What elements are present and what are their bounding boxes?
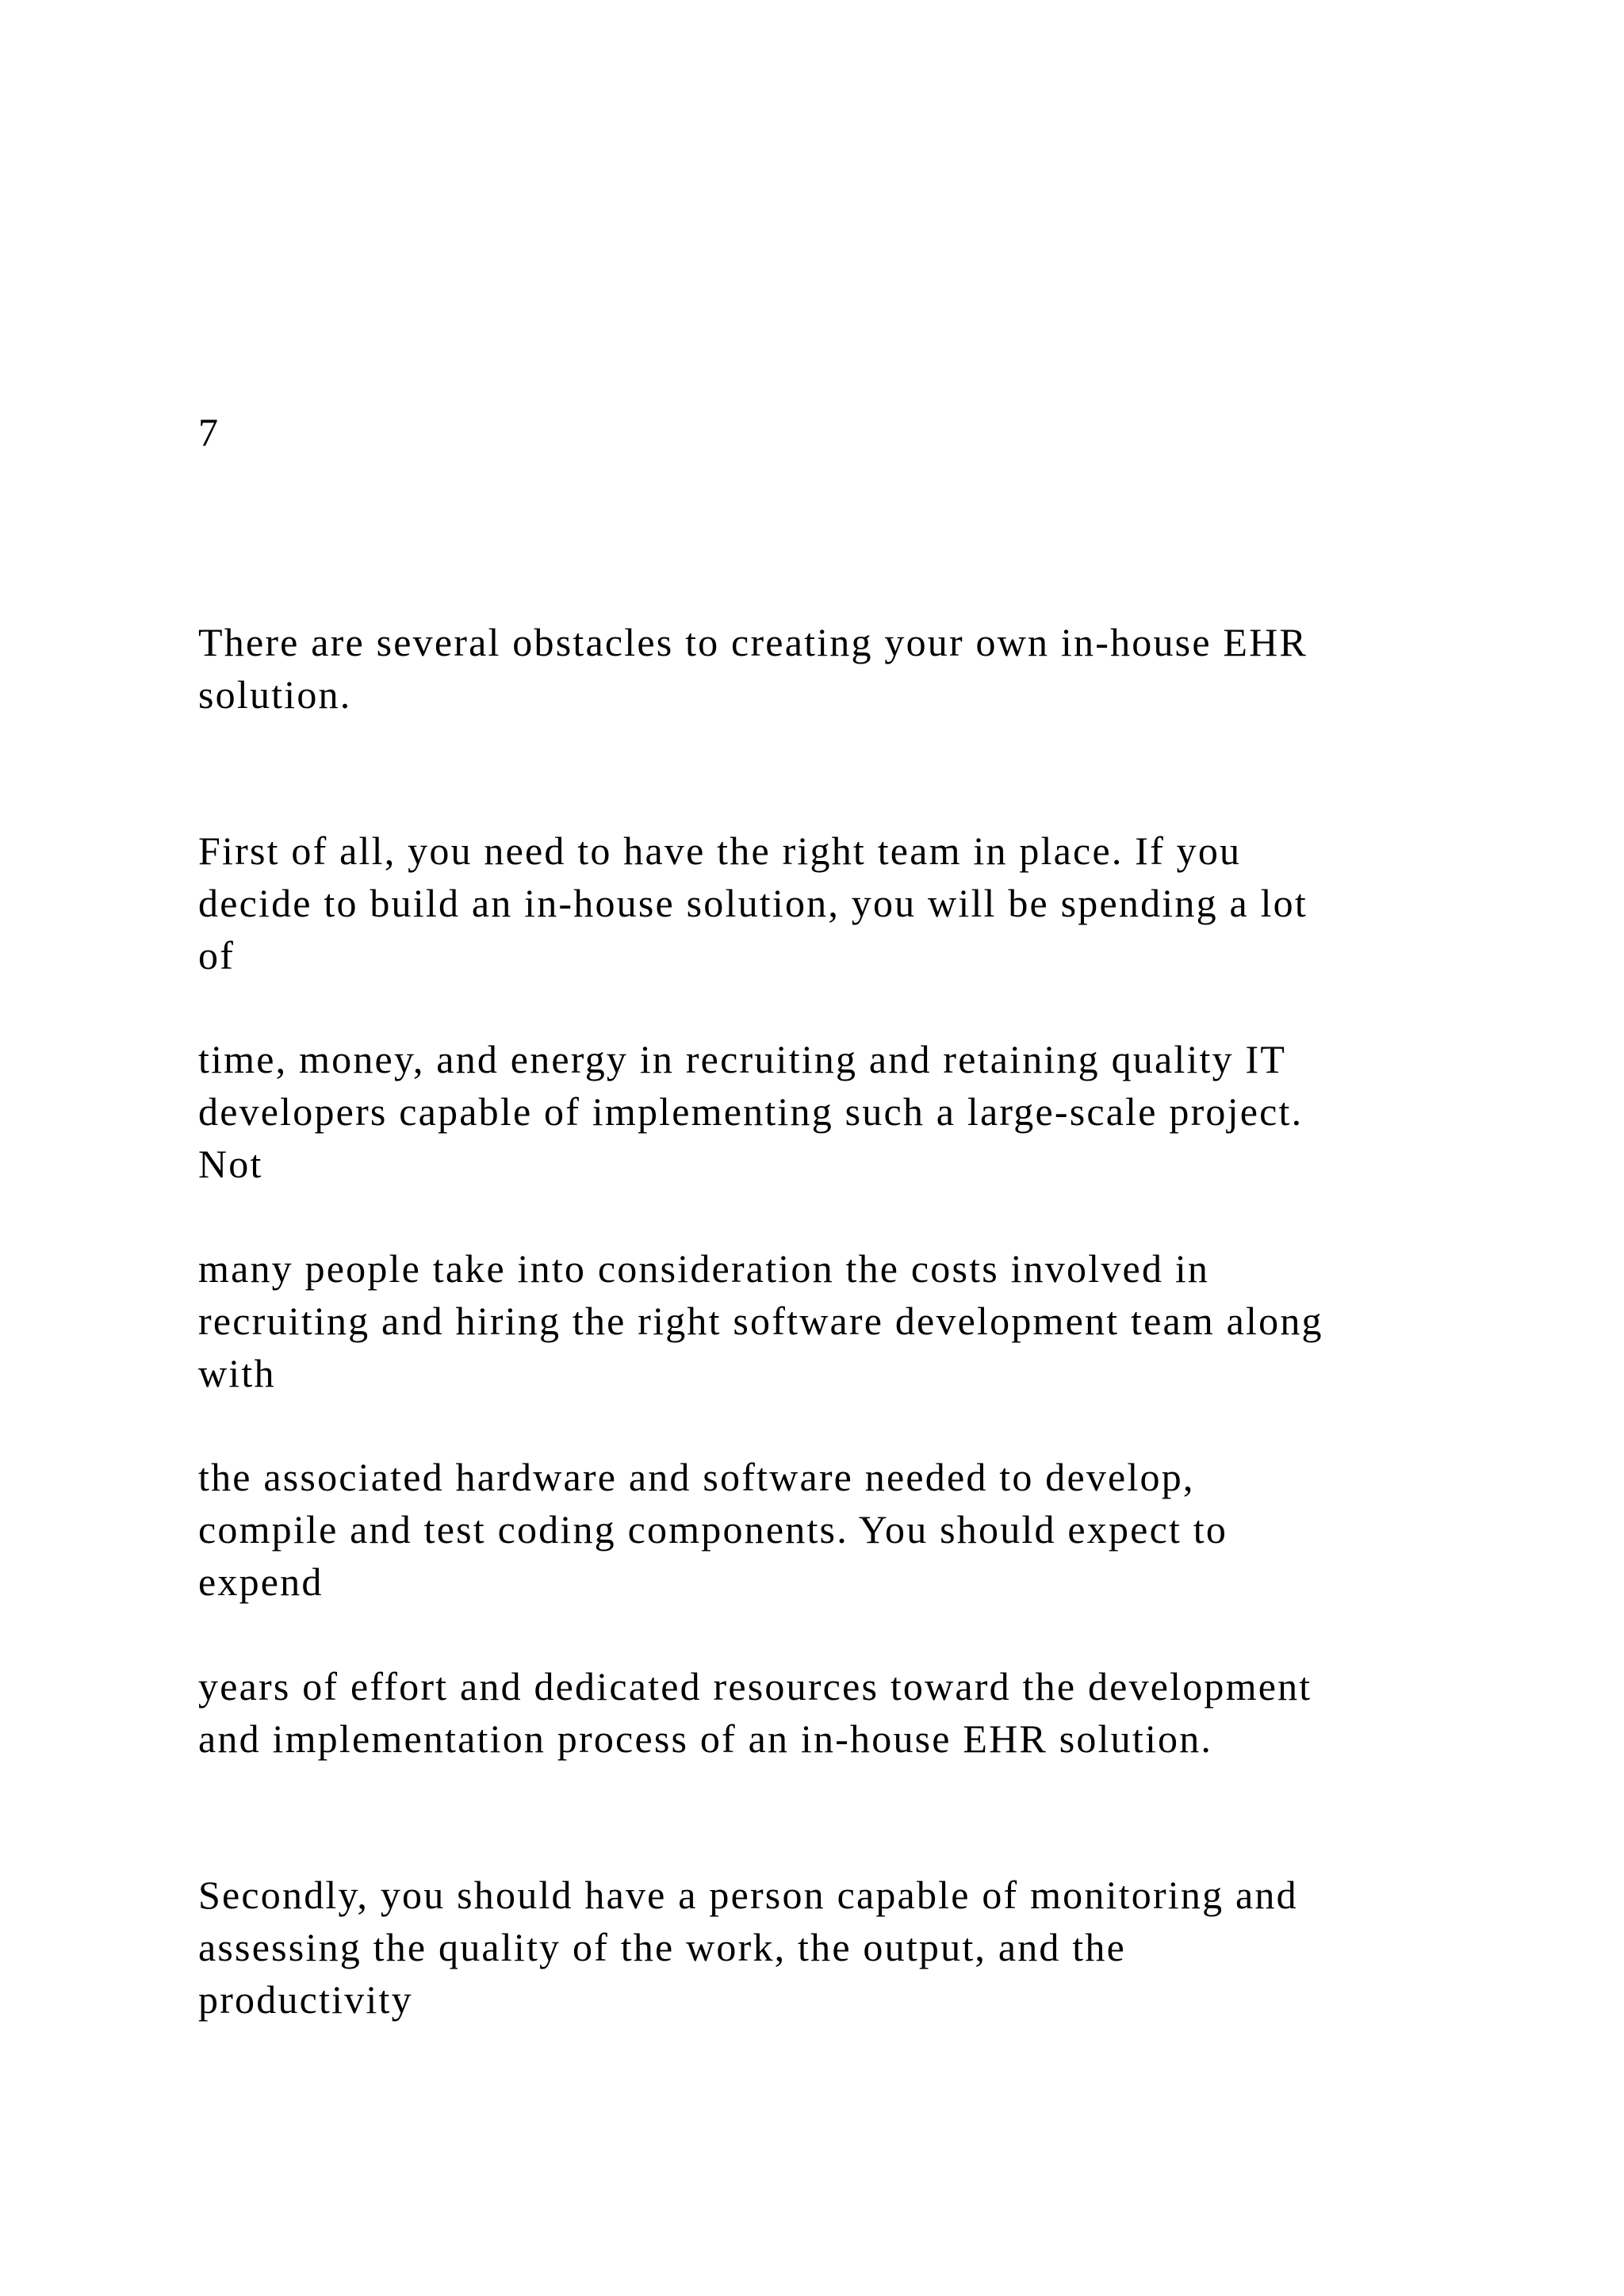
text-line: First of all, you need to have the right team in place. If you bbox=[198, 828, 1242, 873]
text-line: Not bbox=[198, 1142, 263, 1186]
text-line: assessing the quality of the work, the output, and the bbox=[198, 1925, 1126, 1969]
text-line: and implementation process of an in-house EHR solution. bbox=[198, 1716, 1213, 1761]
text-line: productivity bbox=[198, 1977, 413, 2022]
text-line: the associated hardware and software needed to develop, bbox=[198, 1455, 1195, 1499]
text-line: years of effort and dedicated resources toward the development bbox=[198, 1664, 1312, 1709]
text-line: many people take into consideration the costs involved in bbox=[198, 1246, 1210, 1291]
text-line: of bbox=[198, 933, 236, 978]
text-line: decide to build an in-house solution, you will be spending a lot bbox=[198, 881, 1308, 925]
text-line: with bbox=[198, 1351, 276, 1395]
text-line: solution. bbox=[198, 672, 352, 717]
page-number: 7 bbox=[198, 410, 220, 454]
text-line: There are several obstacles to creating your own in-house EHR bbox=[198, 620, 1308, 664]
text-line: Secondly, you should have a person capable of monitoring and bbox=[198, 1873, 1298, 1917]
text-line: compile and test coding components. You should expect to bbox=[198, 1507, 1228, 1552]
text-line: expend bbox=[198, 1559, 324, 1604]
text-line: recruiting and hiring the right software development team along bbox=[198, 1299, 1323, 1343]
text-line: time, money, and energy in recruiting and retaining quality IT bbox=[198, 1037, 1287, 1081]
text-line: developers capable of implementing such a large-scale project. bbox=[198, 1089, 1304, 1134]
